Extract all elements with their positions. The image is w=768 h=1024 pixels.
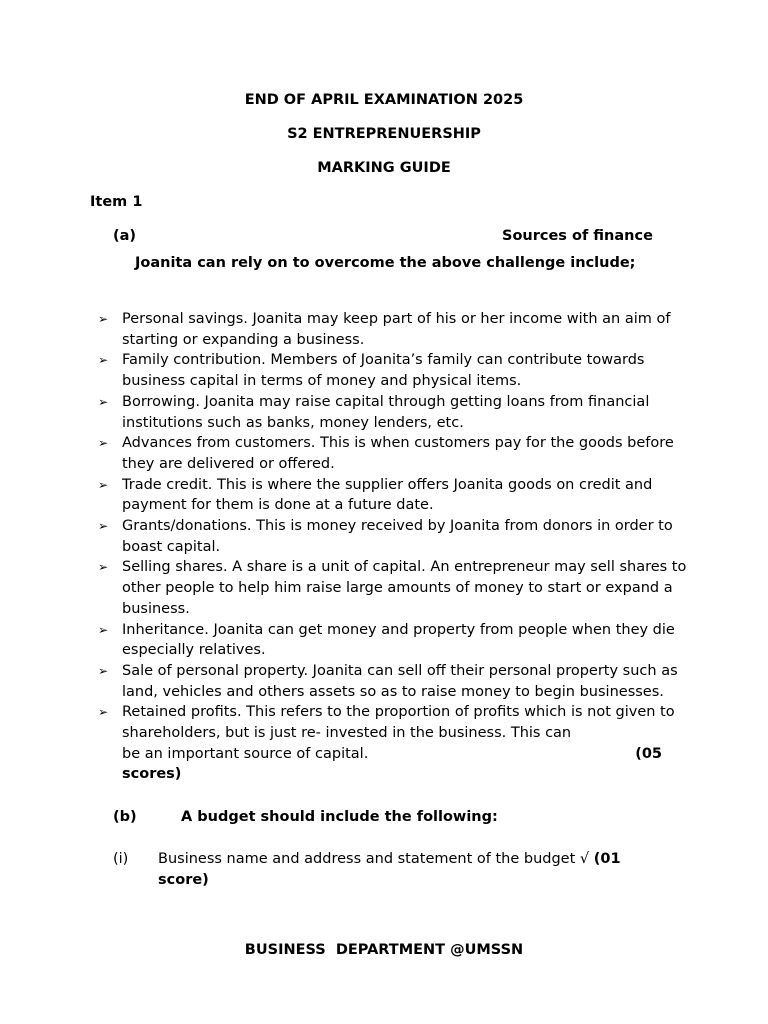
budget-item-number: (i) xyxy=(113,851,129,867)
part-a-score: (05 xyxy=(635,745,662,762)
arrow-bullet-icon: ➢ xyxy=(98,663,109,678)
list-item-text: Trade credit. This is where the supplier offers Joanita goods on credit and payment for them is done at a future date. xyxy=(122,476,653,514)
arrow-bullet-icon: ➢ xyxy=(98,394,109,409)
part-a-heading-line2: Joanita can rely on to overcome the above challenge include; xyxy=(135,255,636,271)
arrow-bullet-icon: ➢ xyxy=(98,436,109,451)
list-item xyxy=(98,309,688,350)
list-item-text: Selling shares. A share is a unit of capital. An entrepreneur may sell shares to other people to help him raise large amounts of money to start or expand a business. xyxy=(122,559,687,617)
item-label: Item 1 xyxy=(90,194,143,210)
list-item xyxy=(98,350,688,391)
part-b-label: (b) xyxy=(113,809,137,825)
last-bullet-tail: be an important source of capital. xyxy=(122,745,369,762)
arrow-bullet-icon: ➢ xyxy=(98,519,109,534)
list-item xyxy=(98,620,688,661)
list-item xyxy=(98,702,688,785)
budget-item-score: (01 score) xyxy=(158,851,621,888)
arrow-bullet-icon: ➢ xyxy=(98,353,109,368)
part-b-heading: A budget should include the following: xyxy=(181,809,498,825)
arrow-bullet-icon: ➢ xyxy=(98,622,109,637)
list-item-text: Grants/donations. This is money received by Joanita from donors in order to boast capital. xyxy=(122,518,673,555)
part-a-score-unit: scores) xyxy=(122,766,182,783)
arrow-bullet-icon: ➢ xyxy=(98,705,109,720)
part-a-heading-right: Sources of finance xyxy=(502,228,653,244)
list-item-text: Borrowing. Joanita may raise capital through getting loans from financial institutions such as banks, money lenders, etc. xyxy=(122,393,650,431)
guide-title: MARKING GUIDE xyxy=(317,160,451,176)
list-item xyxy=(98,557,688,619)
last-bullet-score-line xyxy=(122,744,662,765)
list-item xyxy=(98,433,688,474)
exam-title: END OF APRIL EXAMINATION 2025 xyxy=(244,92,524,108)
list-item-text: Family contribution. Members of Joanita’s family can contribute towards business capital in terms of money and physical items. xyxy=(122,352,645,390)
list-item-text: Personal savings. Joanita may keep part of his or her income with an aim of starting or expanding a business. xyxy=(122,311,671,348)
list-item xyxy=(98,516,688,557)
sources-list xyxy=(98,309,688,785)
arrow-bullet-icon: ➢ xyxy=(98,312,109,326)
part-a-label: (a) xyxy=(113,228,137,244)
budget-item-text-wrap xyxy=(158,849,658,890)
list-item xyxy=(98,475,688,516)
list-item-text: Advances from customers. This is when customers pay for the goods before they are delivered or offered. xyxy=(122,435,674,472)
list-item-text: Retained profits. This refers to the proportion of profits which is not given to shareholders, but is just re- invested in the business. This can xyxy=(122,704,675,742)
list-item xyxy=(98,661,688,702)
footer-department xyxy=(0,942,768,958)
arrow-bullet-icon: ➢ xyxy=(98,477,109,492)
list-item-text: Sale of personal property. Joanita can sell off their personal property such as land, vehicles and others assets so as to raise money to begin businesses. xyxy=(122,662,678,700)
footer-text: BUSINESS DEPARTMENT @UMSSN xyxy=(244,942,524,958)
budget-item-text: Business name and address and statement of the budget √ xyxy=(158,851,590,867)
subject-title: S2 ENTREPRENUERSHIP xyxy=(287,126,481,142)
arrow-bullet-icon: ➢ xyxy=(98,560,109,575)
list-item xyxy=(98,392,688,433)
list-item-text: Inheritance. Joanita can get money and property from people when they die especially relatives. xyxy=(122,621,675,659)
